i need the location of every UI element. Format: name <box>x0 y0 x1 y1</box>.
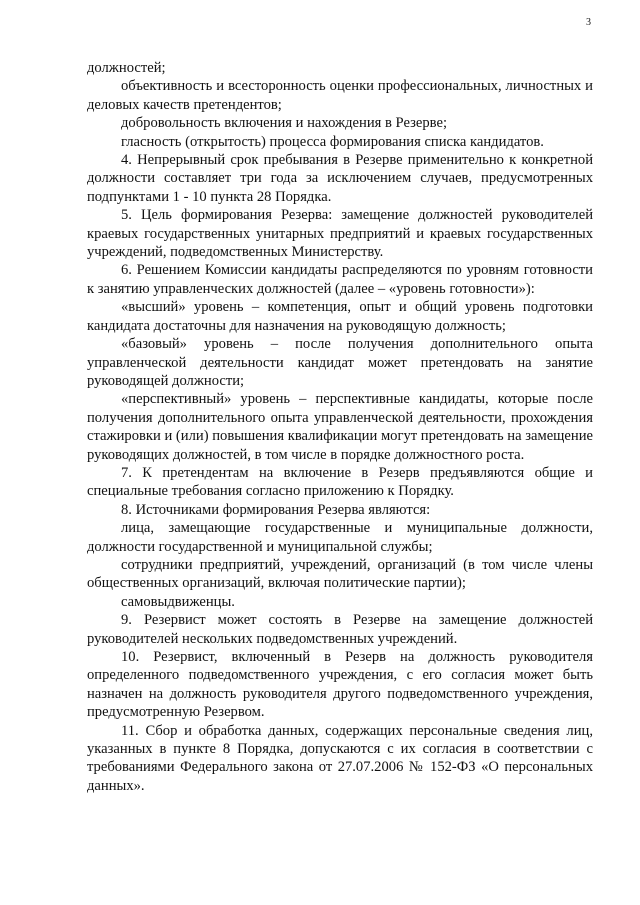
paragraph: сотрудники предприятий, учреждений, организаций (в том числе члены общественных организаций, включая политические партии); <box>87 556 593 592</box>
paragraph: добровольность включения и нахождения в Резерве; <box>121 115 447 132</box>
paragraph: «базовый» уровень – после получения дополнительного опыта управленческой деятельности кандидат может претендовать на занятие руководящей должности; <box>87 336 593 389</box>
paragraph: 7. К претендентам на включение в Резерв предъявляются общие и специальные требования согласно приложению к Порядку. <box>87 464 593 500</box>
paragraph: гласность (открытость) процесса формирования списка кандидатов. <box>121 133 544 150</box>
paragraph: 6. Решением Комиссии кандидаты распределяются по уровням готовности к занятию управленческих должностей (далее – «уровень готовности»): <box>87 262 593 297</box>
paragraph: объективность и всесторонность оценки профессиональных, личностных и деловых качеств претендентов; <box>87 78 593 113</box>
paragraph: 4. Непрерывный срок пребывания в Резерве применительно к конкретной должности составляет три года за исключением случаев, предусмотренных подпунктами 1 - 10 пункта 28 Порядка. <box>87 152 593 205</box>
paragraph: 5. Цель формирования Резерва: замещение должностей руководителей краевых государственных унитарных предприятий и краевых государственных учреждений, подведомственных Министерству. <box>87 207 593 261</box>
paragraph: 11. Сбор и обработка данных, содержащих персональные сведения лиц, указанных в пункте 8 Порядка, допускаются с их согласия в соответствии с требованиями Федерального закона от 27.07.2006 № 152-ФЗ «О персональных данных». <box>87 722 593 794</box>
paragraph: 10. Резервист, включенный в Резерв на должность руководителя определенного подведомственного учреждения, с его согласия может быть назначен на должность руководителя другого подведомственного учреждения, предусмотренную Резервом. <box>87 649 593 721</box>
paragraph: 8. Источниками формирования Резерва являются: <box>121 501 431 518</box>
document-body <box>87 59 593 795</box>
paragraph: «высший» уровень – компетенция, опыт и общий уровень подготовки кандидата достаточны для назначения на руководящую должность; <box>87 299 593 334</box>
paragraph: самовыдвиженцы. <box>121 593 235 610</box>
paragraph: должностей; <box>87 60 166 76</box>
page-number: 3 <box>586 17 591 28</box>
paragraph: лица, замещающие государственные и муниципальные должности, должности государственной и муниципальной службы; <box>87 520 593 555</box>
paragraph: 9. Резервист может состоять в Резерве на замещение должностей руководителей нескольких подведомственных учреждений. <box>87 612 593 647</box>
paragraph: «перспективный» уровень – перспективные кандидаты, которые после получения дополнительного опыта управленческой деятельности, прохождения стажировки и (или) повышения квалификации могут претендовать на замещение руководящих должностей, в том числе в порядке должностного роста. <box>87 391 593 463</box>
